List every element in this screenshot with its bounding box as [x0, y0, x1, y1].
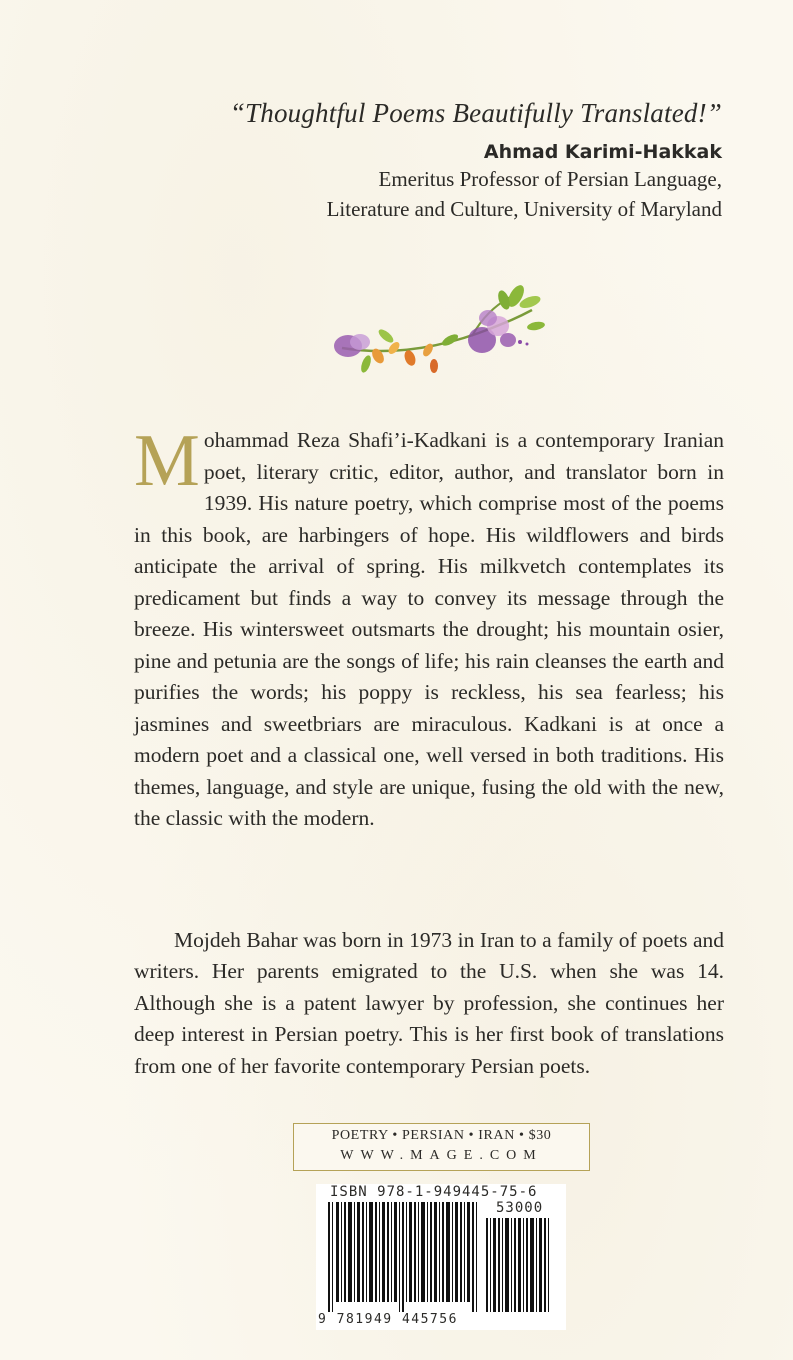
category-line: POETRY • PERSIAN • IRAN • $30	[331, 1128, 552, 1143]
translator-biography: Mojdeh Bahar was born in 1973 in Iran to a family of poets and writers. Her parents emigrated to the U.S. when she was 14. Although she is a patent lawyer by profession, she continues her deep interest in Persian poetry. This is her first book of translations from one of her favorite contemporary Persian poets.	[134, 927, 724, 1078]
biography-paragraph-1: ohammad Reza Shafi’i-Kadkani is a contemporary Iranian poet, literary critic, editor, author, and translator born in 1939. His nature poetry, which comprise most of the poems in this book, are harbingers of hope. His wildflowers and birds anticipate the arrival of spring. His milkvetch contemplates its predicament but finds a way to convey its message through the breeze. His wintersweet outsmarts the drought; his mountain osier, pine and petunia are the songs of life; his rain cleanses the earth and purifies the words; his poppy is reckless, his sea fearless; his jasmines and sweetbriars are miraculous. Kadkani is at once a modern poet and a classical one, well versed in both traditions. His themes, language, and style are unique, fusing the old with the new, the classic with the modern.	[134, 428, 724, 830]
price-code: 53000	[496, 1200, 544, 1216]
price-barcode-bars	[486, 1218, 550, 1312]
ean-number: 9 781949 445756	[318, 1312, 458, 1327]
flower-sprig-illustration	[322, 278, 546, 382]
endorsement-block	[0, 96, 722, 224]
ean-barcode-bars	[328, 1202, 480, 1312]
endorser-title-line-2: Literature and Culture, University of Maryland	[326, 197, 722, 221]
poet-biography	[134, 420, 724, 835]
drop-cap: M	[134, 420, 200, 502]
endorser-name: Ahmad Karimi-Hakkak	[483, 141, 722, 163]
category-price-box	[293, 1123, 590, 1171]
endorser-title-line-1: Emeritus Professor of Persian Language,	[378, 167, 722, 191]
isbn-number: ISBN 978-1-949445-75-6	[330, 1184, 538, 1200]
endorsement-quote: “Thoughtful Poems Beautifully Translated!”	[229, 98, 722, 128]
website-line: WWW.MAGE.COM	[340, 1148, 543, 1163]
isbn-barcode	[316, 1184, 566, 1330]
